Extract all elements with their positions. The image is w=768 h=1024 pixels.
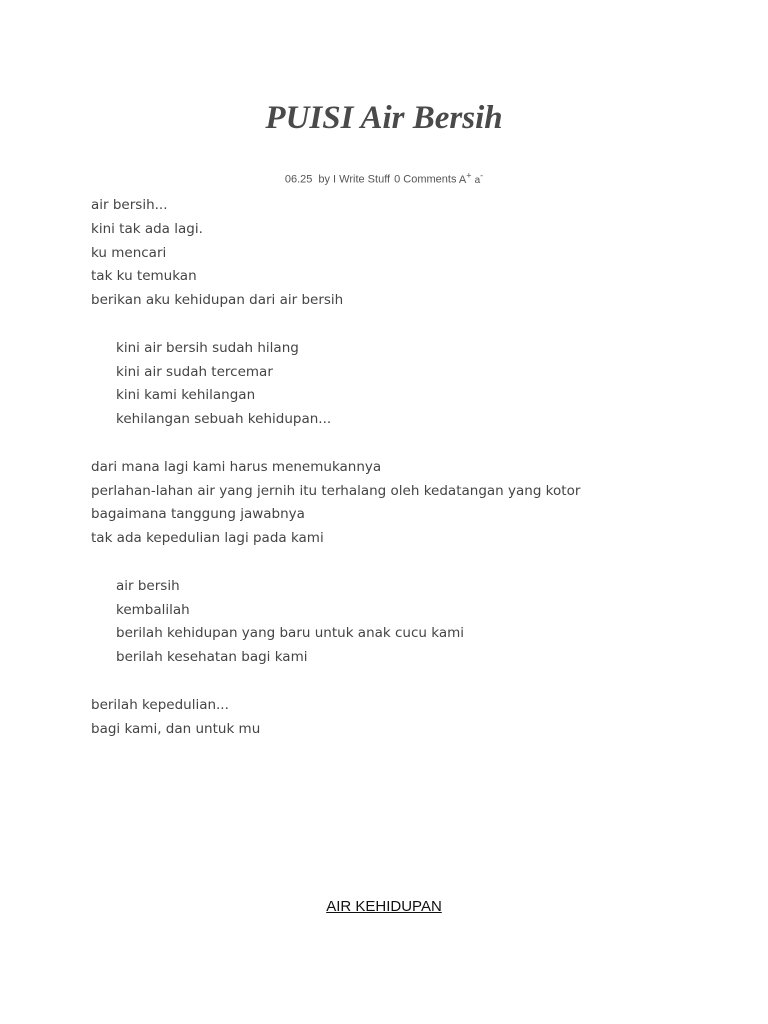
poem-line: air bersih — [116, 577, 180, 594]
stanza — [91, 694, 731, 742]
poem-body — [91, 194, 731, 765]
poem-line: berikan aku kehidupan dari air bersih — [91, 292, 344, 309]
poem-line: berilah kehidupan yang baru untuk anak cucu kami — [116, 625, 465, 642]
poem-line: tak ada kepedulian lagi pada kami — [91, 530, 324, 547]
poem-line: tak ku temukan — [91, 268, 197, 285]
air-kehidupan-link[interactable]: AIR KEHIDUPAN — [326, 898, 442, 915]
stanza — [91, 194, 731, 313]
comments-link[interactable]: 0 Comments — [394, 173, 457, 186]
font-increase-button[interactable]: A+ — [458, 170, 472, 186]
poem-line: berilah kepedulian... — [91, 696, 229, 713]
poem-line: ku mencari — [91, 244, 167, 261]
poem-line: bagi kami, dan untuk mu — [91, 720, 261, 737]
post-meta — [0, 170, 768, 186]
post-date: 06.25 — [284, 173, 313, 186]
poem-line: kini kami kehilangan — [116, 387, 256, 404]
poem-line: kini air bersih sudah hilang — [116, 339, 299, 356]
poem-line: kini air sudah tercemar — [116, 363, 273, 380]
author-link[interactable]: I Write Stuff — [333, 173, 391, 186]
poem-line: kehilangan sebuah kehidupan... — [116, 411, 332, 428]
font-decrease-button[interactable]: a- — [474, 170, 484, 186]
poem-line: dari mana lagi kami harus menemukannya — [91, 458, 382, 475]
poem-line: kembalilah — [116, 601, 190, 618]
poem-line: air bersih... — [91, 197, 168, 213]
poem-line: kini tak ada lagi. — [91, 220, 203, 237]
stanza — [91, 456, 731, 551]
stanza — [91, 337, 731, 432]
post-title: PUISI Air Bersih — [265, 100, 503, 136]
poem-line: berilah kesehatan bagi kami — [116, 649, 308, 666]
stanza — [91, 575, 731, 670]
by-label: by — [318, 173, 330, 186]
poem-line: bagaimana tanggung jawabnya — [91, 506, 305, 523]
poem-line: perlahan-lahan air yang jernih itu terhalang oleh kedatangan yang kotor — [91, 482, 581, 499]
